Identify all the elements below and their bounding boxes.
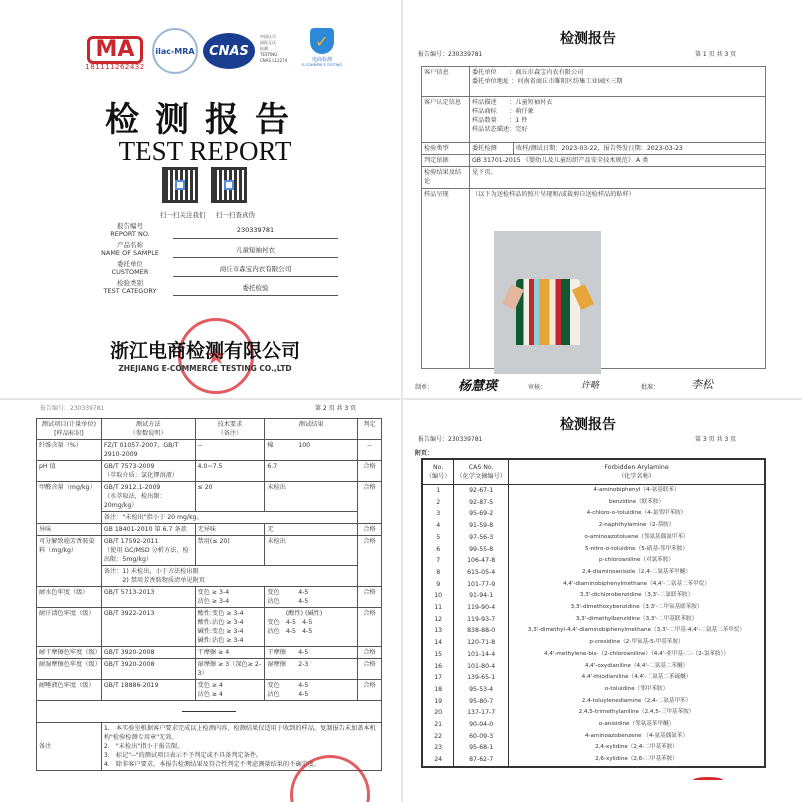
page2-report-no: 报告编号：230339781 bbox=[40, 405, 105, 412]
table-row bbox=[422, 696, 765, 708]
table-cell: 合格 bbox=[358, 608, 382, 647]
row-number: 2 bbox=[422, 497, 454, 509]
cas-number: 97-56-3 bbox=[454, 532, 509, 544]
chemical-name: o-aminoazotoluene（邻氨基偶氮甲苯） bbox=[509, 532, 766, 544]
chemical-name: 3,3'-dichlorobenzidine（3,3'-二氯联苯胺） bbox=[509, 590, 766, 602]
cma-logo bbox=[82, 32, 148, 74]
label-sample: 样品呈现 bbox=[422, 189, 470, 369]
row-number: 19 bbox=[422, 696, 454, 708]
row-number: 9 bbox=[422, 579, 454, 591]
company-name: 浙江电商检测有限公司 bbox=[109, 340, 300, 362]
cas-number: 95-69-2 bbox=[454, 508, 509, 520]
table-row bbox=[422, 567, 765, 579]
table-cell: 异味 bbox=[37, 524, 102, 536]
column-header: 技术要求 （备注） bbox=[195, 419, 265, 440]
table-cell: 耐干摩擦色牢度（级） bbox=[37, 647, 102, 659]
note-cell: 备注："未检出"指小于 20 mg/kg。 bbox=[101, 512, 357, 524]
cnas-accreditation-text: 中国认可 国际互认 检测 TESTING CNAS L12274 bbox=[260, 34, 288, 63]
cas-number: 91-94-1 bbox=[454, 590, 509, 602]
result-value: 见下页。 bbox=[470, 167, 766, 189]
cas-number: 838-88-0 bbox=[454, 625, 509, 637]
table-row bbox=[37, 659, 382, 680]
table-cell: 变色 4-5 沾色 4-5 bbox=[265, 587, 358, 608]
cas-number: 101-14-4 bbox=[454, 649, 509, 661]
note-cell: 备注：1) 未检出，小于方法检出限 2) 禁用芳香胺物质清单见附页 bbox=[101, 566, 357, 587]
report-page-2 bbox=[0, 400, 400, 802]
table-cell: 耐湿摩擦色牢度（级） bbox=[37, 659, 102, 680]
table-cell: 合格 bbox=[358, 647, 382, 659]
row-number: 20 bbox=[422, 707, 454, 719]
ilac-mra-logo bbox=[152, 28, 198, 74]
blank-cell bbox=[37, 701, 382, 723]
column-header: No. （编号） bbox=[422, 459, 454, 485]
page3-report-no: 报告编号：230339781 bbox=[418, 436, 483, 443]
cas-number: 91-59-8 bbox=[454, 520, 509, 532]
table-cell: 未检出 bbox=[265, 482, 358, 512]
cover-title: 检测报告 bbox=[105, 100, 305, 140]
label-customer-info: 客户信息 bbox=[422, 67, 470, 97]
row-number: 15 bbox=[422, 649, 454, 661]
table-cell: 合格 bbox=[358, 536, 382, 587]
row-number: 4 bbox=[422, 520, 454, 532]
table-row bbox=[422, 590, 765, 602]
row-number: 8 bbox=[422, 567, 454, 579]
stamp-partial bbox=[693, 777, 723, 783]
chemical-name: 4,4'-oxydianiline（4,4'-二氨基二苯醚） bbox=[509, 661, 766, 673]
row-number: 7 bbox=[422, 555, 454, 567]
chemical-name: 5-nitro-o-toluidine（5-硝基-邻甲苯胺） bbox=[509, 544, 766, 556]
table-row bbox=[422, 602, 765, 614]
cma-text: MA bbox=[87, 36, 144, 64]
chemical-name: 2,4,5-trimethylaniline（2,4,5-三甲基苯胺） bbox=[509, 707, 766, 719]
ecommerce-testing-logo bbox=[298, 28, 346, 67]
chemical-name: 3,3'-dimethyl-4,4'-diaminobiphenylmethane（3,3'-二甲基-4,4'-二氨基二苯甲烷） bbox=[509, 625, 766, 637]
row-number: 12 bbox=[422, 614, 454, 626]
table-cell: 耐唾液色牢度（级） bbox=[37, 680, 102, 701]
table-row bbox=[37, 680, 382, 701]
table-cell: 禁用(≤ 20) bbox=[195, 536, 265, 566]
qr-label-follow: 扫一扫关注我们 bbox=[160, 211, 206, 219]
field-customer: 委托单位 CUSTOMER 商丘市森宝内衣有限公司 bbox=[95, 260, 335, 279]
cas-number: 120-71-8 bbox=[454, 637, 509, 649]
row-number: 10 bbox=[422, 590, 454, 602]
chemical-name: 4-aminobiphenyl（4-氨基联苯） bbox=[509, 485, 766, 497]
table-cell: 合格 bbox=[358, 587, 382, 608]
page1-page-number: 第 1 页 共 3 页 bbox=[695, 51, 737, 58]
table-row bbox=[422, 649, 765, 661]
table-row bbox=[37, 461, 382, 482]
row-number: 5 bbox=[422, 532, 454, 544]
table-cell: 可分解致癌芳香胺染料（mg/kg） bbox=[37, 536, 102, 587]
table-cell: FZ/T 01057-2007、GB/T 2910-2009 bbox=[101, 440, 195, 461]
cnas-text: CNAS bbox=[209, 43, 249, 59]
column-header: 判定 bbox=[358, 419, 382, 440]
remark-item: 3. 标记"--"的测试项目表示不予判定或不具备判定条件。 bbox=[103, 752, 263, 759]
table-row bbox=[422, 684, 765, 696]
table-row bbox=[422, 731, 765, 743]
table-cell: GB/T 5713-2013 bbox=[101, 587, 195, 608]
chemical-name: 2,4-diaminoanisole（2,4-二氨基苯甲醚） bbox=[509, 567, 766, 579]
report-page-3 bbox=[403, 400, 802, 802]
row-number: 22 bbox=[422, 731, 454, 743]
table-cell: 棉 100 bbox=[265, 440, 358, 461]
page3-title: 检测报告 bbox=[560, 417, 616, 433]
qr-label-verify: 扫一扫查真伪 bbox=[216, 211, 255, 219]
table-row bbox=[37, 524, 382, 536]
table-cell: pH 值 bbox=[37, 461, 102, 482]
arylamine-table bbox=[421, 458, 766, 768]
remark-item: 2. "未检出"指小于报告限。 bbox=[103, 743, 184, 750]
table-cell: 耐水色牢度（级） bbox=[37, 587, 102, 608]
cas-number: 119-90-4 bbox=[454, 602, 509, 614]
table-cell: ≤ 20 bbox=[195, 482, 265, 512]
table-row bbox=[422, 707, 765, 719]
column-header: 测试方法 （参数说明） bbox=[101, 419, 195, 440]
row-number: 18 bbox=[422, 684, 454, 696]
label-result: 检验结果及结论 bbox=[422, 167, 470, 189]
company-name-en: ZHEJIANG E-COMMERCE TESTING CO.,LTD bbox=[118, 364, 292, 373]
cas-number: 99-55-8 bbox=[454, 544, 509, 556]
shield-check-icon: ✓ bbox=[310, 28, 334, 54]
table-row bbox=[37, 440, 382, 461]
table-cell: 合格 bbox=[358, 524, 382, 536]
table-cell: GB/T 2912.1-2009 （水萃取法，检出限：20mg/kg） bbox=[101, 482, 195, 512]
column-header: 测试项目(计量单位) [样品标识] bbox=[37, 419, 102, 440]
row-number: 21 bbox=[422, 719, 454, 731]
remark-item: 4. 除非客户要求，本报告检测结果及符合性判定不考虑测量结果的不确定度。 bbox=[103, 761, 321, 768]
table-row bbox=[422, 579, 765, 591]
approve-label: 批准： bbox=[641, 384, 660, 391]
test-type-value: 委托检测 bbox=[470, 143, 514, 155]
table-row bbox=[422, 544, 765, 556]
cas-number: 137-17-7 bbox=[454, 707, 509, 719]
row-number: 24 bbox=[422, 754, 454, 767]
table-cell: 甲醛含量（mg/kg） bbox=[37, 482, 102, 524]
table-cell: GB/T 17592-2011 （使用 GC/MSD 分析方法，检出限：5mg/kg） bbox=[101, 536, 195, 566]
field-report-no: 报告编号 REPORT NO. 230339781 bbox=[95, 222, 335, 241]
row-number: 23 bbox=[422, 742, 454, 754]
table-row bbox=[422, 672, 765, 684]
table-cell: 合格 bbox=[358, 482, 382, 524]
table-cell: 湿摩擦 2-3 bbox=[265, 659, 358, 680]
label-test-type: 检验类型 bbox=[422, 143, 470, 155]
label-basis: 判定依据 bbox=[422, 155, 470, 167]
chemical-name: 4,4'-diaminobiphenylmethane（4,4'-二氨基二苯甲烷） bbox=[509, 579, 766, 591]
table-row bbox=[422, 754, 765, 767]
column-header: 测试结果 bbox=[265, 419, 358, 440]
page2-results-table bbox=[36, 418, 382, 771]
end-line bbox=[182, 711, 236, 712]
row-number: 6 bbox=[422, 544, 454, 556]
table-row bbox=[422, 497, 765, 509]
table-cell: GB/T 3920-2008 bbox=[101, 647, 195, 659]
basis-value: GB 31701-2015 《婴幼儿及儿童纺织产品安全技术规范》 A 类 bbox=[470, 155, 766, 167]
chemical-name: p-chloroaniline（对氯苯胺） bbox=[509, 555, 766, 567]
reviewer-signature: 许略 bbox=[581, 381, 600, 391]
qr-code-follow bbox=[162, 167, 198, 203]
table-cell: 未检出 bbox=[265, 536, 358, 566]
ecommerce-en-text: E-COMMERCE TESTING bbox=[301, 63, 343, 67]
table-cell: 干摩擦 4-5 bbox=[265, 647, 358, 659]
table-row bbox=[422, 532, 765, 544]
chemical-name: 2,6-xylidine（2,6-二甲基苯胺） bbox=[509, 754, 766, 767]
table-cell: 变色 4-5 沾色 4-5 bbox=[265, 680, 358, 701]
table-cell: GB/T 18886-2019 bbox=[101, 680, 195, 701]
chemical-name: o-toluidine（邻甲苯胺） bbox=[509, 684, 766, 696]
table-cell: GB 18401-2010 第 6.7 条款 bbox=[101, 524, 195, 536]
cas-number: 95-68-1 bbox=[454, 742, 509, 754]
cas-number: 101-77-9 bbox=[454, 579, 509, 591]
table-cell: -- bbox=[358, 440, 382, 461]
table-cell: 合格 bbox=[358, 680, 382, 701]
page3-page-number: 第 3 页 共 3 页 bbox=[695, 436, 737, 443]
cover-page bbox=[0, 0, 400, 398]
table-row bbox=[422, 719, 765, 731]
cas-number: 119-93-7 bbox=[454, 614, 509, 626]
page2-page-number: 第 2 页 共 3 页 bbox=[315, 405, 357, 412]
cnas-logo bbox=[203, 33, 255, 69]
remarks-label: 备注 bbox=[37, 723, 102, 771]
label-customer-confirmed: 客户认定信息 bbox=[422, 97, 470, 143]
table-row bbox=[422, 520, 765, 532]
column-header: CAS No. （化学文摘编号） bbox=[454, 459, 509, 485]
report-page-1 bbox=[403, 0, 802, 398]
row-number: 11 bbox=[422, 602, 454, 614]
table-cell: 变色 ≥ 3-4 沾色 ≥ 3-4 bbox=[195, 587, 265, 608]
table-row bbox=[422, 742, 765, 754]
chemical-name: p-cresidine（2-甲氧基-5-甲基苯胺） bbox=[509, 637, 766, 649]
table-cell: 无异味 bbox=[195, 524, 265, 536]
table-row bbox=[422, 661, 765, 673]
chemical-name: 3,3'-dimethylbenzidine（3,3'-二甲基联苯胺） bbox=[509, 614, 766, 626]
column-header: Forbidden Arylamine （化学名称） bbox=[509, 459, 766, 485]
field-sample-name: 产品名称 NAME OF SAMPLE 儿童短袖衬衣 bbox=[95, 241, 335, 260]
cas-number: 87-62-7 bbox=[454, 754, 509, 767]
chemical-name: 2,4-toluylenediamine（2,4-二氨基甲苯） bbox=[509, 696, 766, 708]
cas-number: 90-04-0 bbox=[454, 719, 509, 731]
table-cell: 酸性:变色 ≥ 3-4 酸性:沾色 ≥ 3-4 碱性:变色 ≥ 3-4 碱性:沾色 ≥ 3-4 bbox=[195, 608, 265, 647]
table-cell: 4.0~7.5 bbox=[195, 461, 265, 482]
cas-number: 92-87-5 bbox=[454, 497, 509, 509]
page1-title: 检测报告 bbox=[560, 31, 616, 47]
sample-note: （以下为送检样品的照片呈现和/或裁剪自送检样品的贴样） bbox=[472, 191, 635, 198]
table-cell: -- bbox=[195, 440, 265, 461]
table-cell: 变色 ≥ 4 沾色 ≥ 4 bbox=[195, 680, 265, 701]
chemical-name: 4,4'-methylene-bis-（2-chloroaniline）（4,4'-亚甲基-二-（2-氯苯胺）） bbox=[509, 649, 766, 661]
row-number: 17 bbox=[422, 672, 454, 684]
row-number: 3 bbox=[422, 508, 454, 520]
table-row bbox=[37, 647, 382, 659]
cover-title-en: TEST REPORT bbox=[118, 136, 292, 166]
table-row bbox=[422, 614, 765, 626]
table-cell: (酸性) (碱性) 变色 4-5 4-5 沾色 4-5 4-5 bbox=[265, 608, 358, 647]
qr-code-verify bbox=[211, 167, 247, 203]
table-cell: 无 bbox=[265, 524, 358, 536]
chemical-name: 3,3'-dimethoxybenzidine（3,3'-二甲氧基联苯胺） bbox=[509, 602, 766, 614]
row-number: 13 bbox=[422, 625, 454, 637]
cas-number: 101-80-4 bbox=[454, 661, 509, 673]
table-cell: 湿摩擦 ≥ 3（深色≥ 2-3） bbox=[195, 659, 265, 680]
chemical-name: 4-aminoazobenzene （4-氨基偶氮苯） bbox=[509, 731, 766, 743]
table-row bbox=[37, 482, 382, 512]
table-row bbox=[422, 555, 765, 567]
chemical-name: 4-chloro-o-toluidine（4-氯邻甲苯胺） bbox=[509, 508, 766, 520]
table-cell: 耐汗渍色牢度（级） bbox=[37, 608, 102, 647]
chemical-name: benzidine（联苯胺） bbox=[509, 497, 766, 509]
sample-photo-shirt bbox=[494, 231, 601, 374]
table-row bbox=[422, 637, 765, 649]
table-row bbox=[422, 508, 765, 520]
ecommerce-text: 电商检测 bbox=[311, 57, 332, 63]
cas-number: 106-47-8 bbox=[454, 555, 509, 567]
ilac-text: ilac-MRA bbox=[155, 46, 195, 56]
cas-number: 95-80-7 bbox=[454, 696, 509, 708]
cas-number: 60-09-3 bbox=[454, 731, 509, 743]
cma-number: 181111262432 bbox=[85, 62, 145, 71]
table-cell: GB/T 7573-2009 （萃取介质：氯化钾溶液） bbox=[101, 461, 195, 482]
table-cell: GB/T 3922-2013 bbox=[101, 608, 195, 647]
field-test-category: 检验类别 TEST CATEGORY 委托检验 bbox=[95, 279, 335, 298]
cas-number: 95-53-4 bbox=[454, 684, 509, 696]
table-row bbox=[422, 625, 765, 637]
table-cell: GB/T 3920-2008 bbox=[101, 659, 195, 680]
test-dates: 收样/测试日期：2023-03-22，报告签发日期：2023-03-23 bbox=[514, 143, 766, 155]
blank-row bbox=[37, 701, 382, 723]
remark-item: 1. 本实验室根据客户要求完成以上检测内容，检测结果仅适用于收到的样品。复制报告未加盖本机构"检验检测专用章"无效。 bbox=[103, 725, 376, 741]
table-row bbox=[37, 587, 382, 608]
chemical-name: 2-naphthylamine（2-萘胺） bbox=[509, 520, 766, 532]
table-cell: 合格 bbox=[358, 659, 382, 680]
chemical-name: 2,4-xylidine（2,4-二甲基苯胺） bbox=[509, 742, 766, 754]
cas-number: 139-65-1 bbox=[454, 672, 509, 684]
row-number: 1 bbox=[422, 485, 454, 497]
chemical-name: 4,4'-thiodianiline（4,4'-二氨基二苯硫醚） bbox=[509, 672, 766, 684]
table-cell: 纤维含量（%） bbox=[37, 440, 102, 461]
table-row bbox=[37, 608, 382, 647]
row-number: 14 bbox=[422, 637, 454, 649]
maker-signature: 杨慧瑛 bbox=[458, 379, 498, 394]
page1-report-no: 报告编号：230339781 bbox=[418, 51, 483, 58]
table-row bbox=[37, 536, 382, 566]
table-cell: 合格 bbox=[358, 461, 382, 482]
table-row bbox=[422, 485, 765, 497]
table-header-row bbox=[37, 419, 382, 440]
appendix-label: 附页： bbox=[415, 450, 434, 457]
cas-number: 92-67-1 bbox=[454, 485, 509, 497]
row-number: 16 bbox=[422, 661, 454, 673]
table-cell: 干摩擦 ≥ 4 bbox=[195, 647, 265, 659]
maker-label: 制单： bbox=[415, 384, 434, 391]
table-cell: 6.7 bbox=[265, 461, 358, 482]
table-header-row bbox=[422, 459, 765, 485]
chemical-name: o-anisidine（邻氨基苯甲醚） bbox=[509, 719, 766, 731]
approver-signature: 李松 bbox=[691, 378, 713, 391]
review-label: 审核： bbox=[528, 384, 547, 391]
page1-info-table: 客户信息 委托单位 ：商丘市森宝内衣有限公司 委托单位地址 ：河南省商丘市睢阳区纺集工业园区三期 客户认定信息 样品描述 ：儿童短袖衬衣 样品商标 ：萌仔象 样品数量 ：1 件 样品状态描述：完好 检验类型 委托检测 收样/测试日期：2023-03-22，报告签发日期：2023-03-23 判定依据 GB 31701-2015 《婴幼儿及儿童纺织产品安全技术规范》 A 类 检验结果及结论 见下页。 样品呈现 （以下为送检样品的照片呈现和/或裁剪自送检样品的贴样） bbox=[421, 66, 766, 369]
cas-number: 615-05-4 bbox=[454, 567, 509, 579]
